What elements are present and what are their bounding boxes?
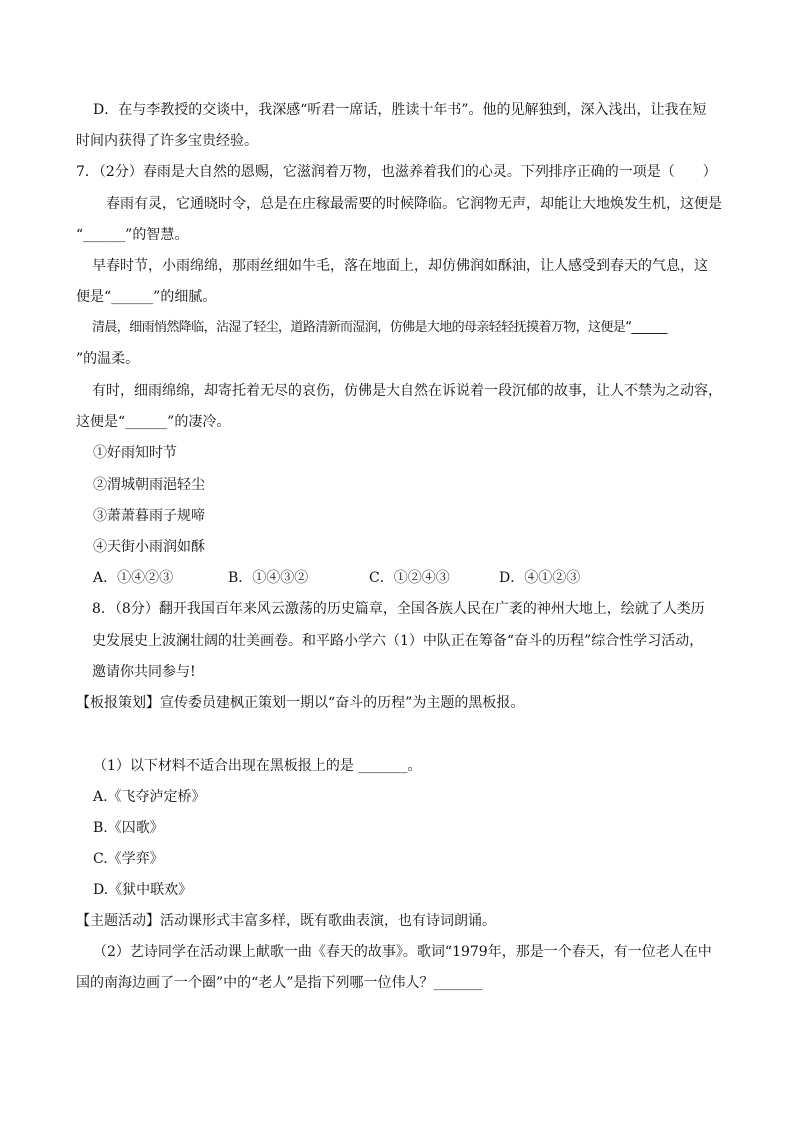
question-8-stem-line-3: 邀请你共同参与! xyxy=(92,664,196,680)
q8-sub-2-line-1: （2）艺诗同学在活动课上献歌一曲《春天的故事》。歌词“1979年，那是一个春天，有一位老人在中 xyxy=(93,944,712,960)
q7-poem-2: ②渭城朝雨浥轻尘 xyxy=(93,477,205,493)
question-8-stem-line-1: 8．（8分）翻开我国百年来风云激荡的历史篇章，全国各族人民在广袤的神州大地上，绘就了人类历 xyxy=(92,601,705,617)
q7-paragraph-3-line-1: 清晨，细雨悄然降临，沾湿了轻尘，道路清新而湿润，仿佛是大地的母亲轻轻抚摸着万物，这便是“______ xyxy=(92,320,667,335)
question-8-stem-line-2: 史发展史上波澜壮阔的壮美画卷。和平路小学六（1）中队正在筹备“奋斗的历程”综合性学习活动， xyxy=(92,633,704,649)
q7-paragraph-3-line-2: ”的温柔。 xyxy=(76,351,140,367)
q7-poem-1: ①好雨知时节 xyxy=(93,445,177,461)
section-theme-activity: 【主题活动】活动课形式丰富多样，既有歌曲表演，也有诗词朗诵。 xyxy=(76,913,496,929)
q7-option-c: C．①②④③ xyxy=(369,570,450,586)
q7-paragraph-2-line-1: 早春时节，小雨绵绵，那雨丝细如牛毛，落在地面上，却仿佛润如酥油，让人感受到春天的气息，这 xyxy=(92,258,708,274)
q8-sub-1-option-b: B.《囚歌》 xyxy=(93,820,164,836)
q8-sub-1-option-d: D.《狱中联欢》 xyxy=(93,882,193,898)
q7-paragraph-4-line-2: 这便是“______”的凄冷。 xyxy=(76,414,231,430)
option-d-line-2: 时间内获得了许多宝贵经验。 xyxy=(76,133,258,149)
q7-option-d: D．④①②③ xyxy=(499,570,581,586)
q8-sub-1-option-a: A.《飞夺泸定桥》 xyxy=(93,789,206,805)
q8-sub-2-line-2: 国的南海边画了一个圈”中的“老人”是指下列哪一位伟人？_______ xyxy=(76,975,483,991)
section-blackboard-plan: 【板报策划】宣传委员建枫正策划一期以“奋斗的历程”为主题的黑板报。 xyxy=(76,695,525,711)
q8-sub-1-option-c: C.《学弈》 xyxy=(93,851,164,867)
option-d-line-1: D．在与李教授的交谈中，我深感“听君一席话，胜读十年书”。他的见解独到，深入浅出，让我在短 xyxy=(93,102,707,118)
q7-poem-4: ④天街小雨润如酥 xyxy=(93,539,205,555)
q7-paragraph-2-line-2: 便是“______”的细腻。 xyxy=(76,289,217,305)
q7-option-b: B．①④③② xyxy=(228,570,309,586)
q8-sub-1: （1）以下材料不适合出现在黑板报上的是 _______。 xyxy=(93,758,422,774)
question-7-stem: 7．（2分）春雨是大自然的恩赐，它滋润着万物，也滋养着我们的心灵。下列排序正确的一项是（ ） xyxy=(76,164,717,180)
q7-paragraph-1-line-1: 春雨有灵，它通晓时令，总是在庄稼最需要的时候降临。它润物无声，却能让大地焕发生机，这便是 xyxy=(106,196,722,212)
q7-paragraph-4-line-1: 有时，细雨绵绵，却寄托着无尽的哀伤，仿佛是大自然在诉说着一段沉郁的故事，让人不禁为之动容， xyxy=(92,383,722,399)
q7-poem-3: ③萧萧暮雨子规啼 xyxy=(93,508,205,524)
q7-paragraph-1-line-2: “______”的智慧。 xyxy=(76,227,189,243)
q7-option-a: A．①④②③ xyxy=(93,570,174,586)
